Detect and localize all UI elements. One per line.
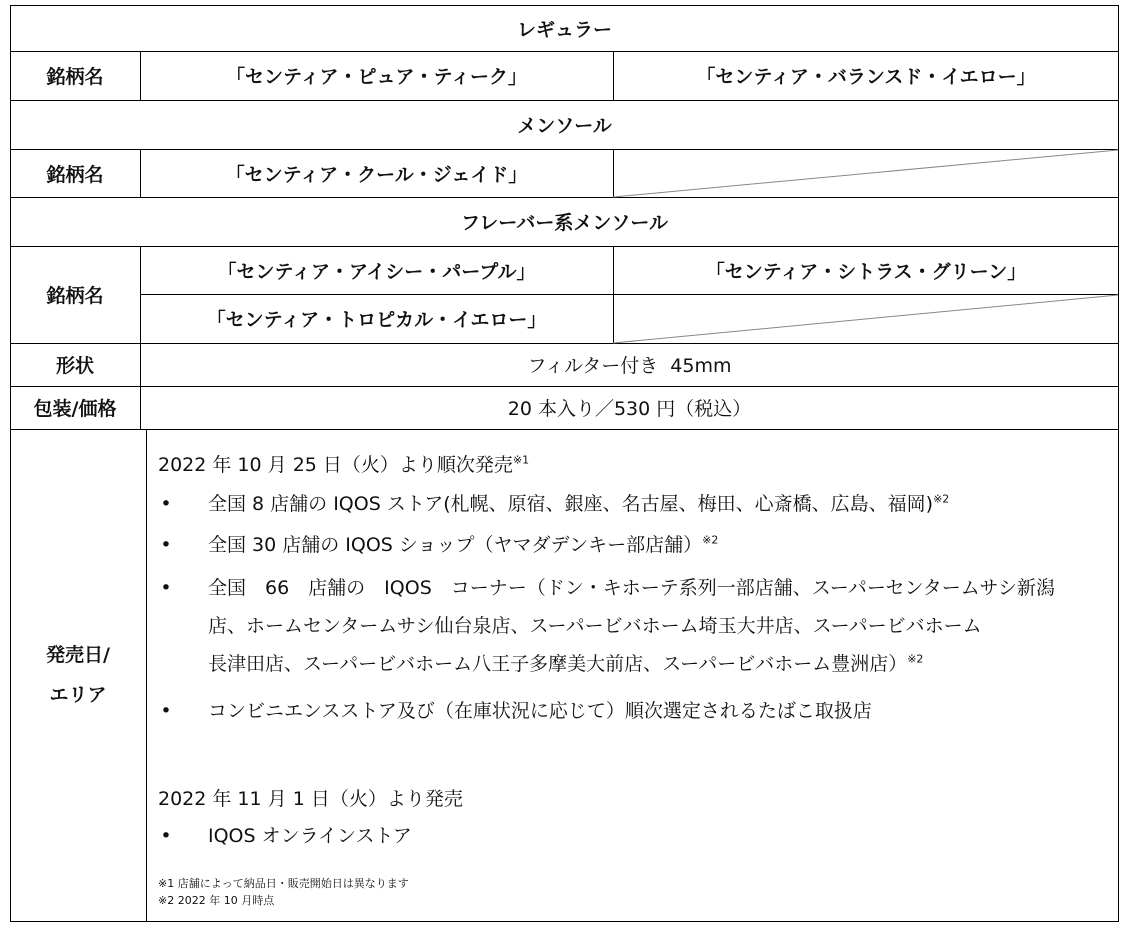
- row-label-brand: 銘柄名: [46, 163, 104, 186]
- row-label-package-price: 包装/価格: [33, 398, 117, 420]
- product-name: 「センティア・バランスド・イエロー」: [696, 66, 1036, 88]
- release-date-2-text: 2022 年 11 月 1 日（火）より発売: [158, 788, 463, 810]
- section-header-flavor: フレーバー系メンソール: [461, 212, 668, 234]
- shape-value: フィルター付き 45mm: [527, 355, 732, 377]
- list-item-text: [208, 817, 1108, 855]
- hline: [10, 921, 1119, 922]
- product-name: 「センティア・アイシー・パープル」: [217, 260, 536, 283]
- corner-text-line2: 店、ホームセンタームサシ仙台泉店、スーパービバホーム埼玉大井店、スーパービバホーム: [208, 615, 982, 637]
- list-item-text: [208, 485, 1108, 523]
- footnote-1: ※1 店舗によって納品日・販売開始日は異なります: [158, 877, 409, 890]
- corner-text-line1: 全国 66 店舗の IQOS コーナー（ドン・キホーテ系列一部店舗、スーパーセンタームサシ新潟: [208, 577, 1055, 599]
- empty-cell-diagonal: [613, 149, 1119, 198]
- retail-text: コンビニエンスストア及び（在庫状況に応じて）順次選定されるたばこ取扱店: [208, 700, 872, 722]
- footnote-ref: ※2: [907, 652, 924, 666]
- shop-text: 全国 30 店舗の IQOS ショップ（ヤマダデンキー部店舗）: [208, 534, 703, 556]
- product-name: 「センティア・ピュア・ティーク」: [226, 66, 527, 88]
- section-header-regular: レギュラー: [516, 18, 612, 41]
- bullet: •: [160, 825, 172, 847]
- bullet: •: [160, 493, 172, 515]
- vline: [146, 429, 147, 921]
- store-text: 全国 8 店舗の IQOS ストア(札幌、原宿、銀座、名古屋、梅田、心斎橋、広島、福岡): [208, 493, 934, 515]
- empty-cell-diagonal: [613, 294, 1119, 344]
- corner-text-line3: 長津田店、スーパービバホーム八王子多摩美大前店、スーパービバホーム豊洲店）: [208, 653, 908, 675]
- bullet: •: [160, 577, 172, 599]
- footnote-ref: ※2: [702, 533, 719, 547]
- product-name: 「センティア・トロピカル・イエロー」: [206, 309, 547, 331]
- section-header-menthol: メンソール: [517, 115, 612, 137]
- list-item-text: [208, 692, 1108, 730]
- bullet: •: [160, 534, 172, 556]
- package-price-value: 20 本入り／530 円（税込）: [507, 398, 752, 420]
- release-date-2: [158, 784, 463, 811]
- list-item-text: [208, 569, 1108, 683]
- footnote-ref: ※1: [512, 453, 530, 467]
- hline: [10, 429, 1119, 430]
- product-name: 「センティア・クール・ジェイド」: [225, 163, 528, 186]
- footnote-ref: ※2: [933, 492, 950, 506]
- footnote-2: ※2 2022 年 10 月時点: [158, 894, 275, 907]
- list-item-text: [208, 526, 1108, 564]
- corner-text-line3-wrap: [208, 645, 1108, 683]
- row-label-release: [10, 429, 146, 921]
- release-label-line2: エリア: [49, 684, 107, 706]
- release-date-1-text: 2022 年 10 月 25 日（火）より順次発売: [158, 454, 513, 476]
- product-name: 「センティア・シトラス・グリーン」: [705, 260, 1027, 283]
- release-label-line1: 発売日/: [46, 644, 110, 666]
- release-date-1: [158, 450, 529, 477]
- row-label-brand: 銘柄名: [46, 285, 104, 307]
- row-label-brand: 銘柄名: [46, 66, 104, 88]
- row-label-shape: 形状: [55, 355, 94, 377]
- online-store-text: IQOS オンラインストア: [208, 825, 412, 847]
- bullet: •: [160, 700, 172, 722]
